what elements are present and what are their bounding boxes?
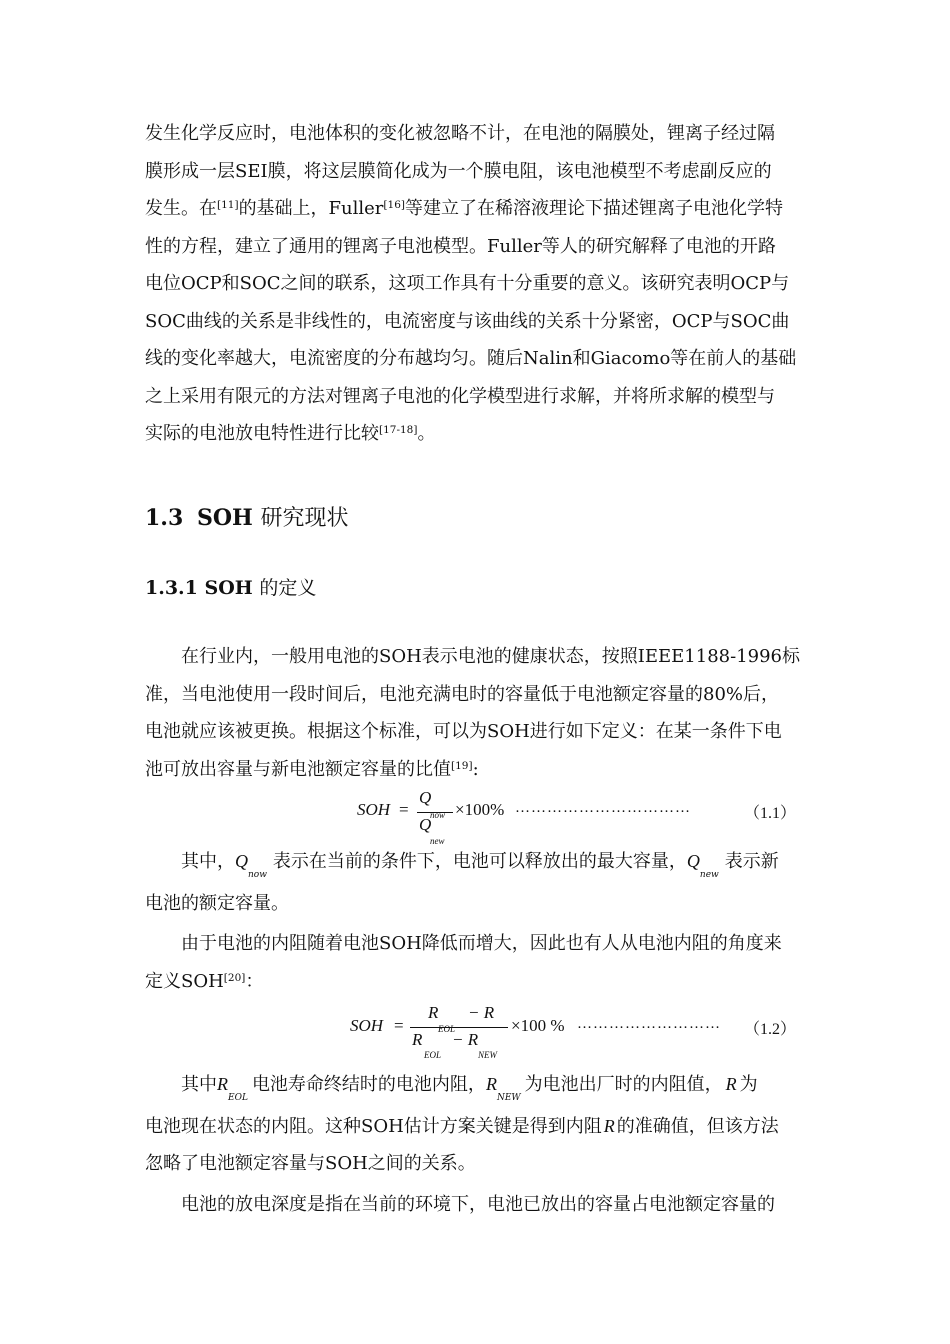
citation: [17-18] xyxy=(379,424,418,436)
eq-leader-dots: …………………………… xyxy=(515,800,691,816)
eq-equals: = xyxy=(394,1016,404,1035)
text-line: 由于电池的内阻随着电池SOH降低而增大，因此也有人从电池内阻的角度来 xyxy=(181,933,782,954)
eq-times: ×100% xyxy=(455,800,505,819)
text-line: 发生。在[11]的基础上，Fuller[16]等建立了在稀溶液理论下描述锂离子电池化学特 xyxy=(145,198,783,219)
subsection-heading xyxy=(145,574,316,602)
eq-times: ×100 % xyxy=(511,1016,565,1035)
subsection-number: 1.3.1 SOH xyxy=(145,577,253,599)
text-line: 忽略了电池额定容量与SOH之间的关系。 xyxy=(145,1153,476,1174)
eq-equals: = xyxy=(399,800,409,819)
text-line: 定义SOH[20]： xyxy=(145,970,264,992)
paragraph-depth-of-discharge xyxy=(145,1186,805,1224)
eq-lhs: SOH xyxy=(350,1016,384,1035)
eq-numerator-r: R xyxy=(428,1003,439,1022)
text-line: 发生化学反应时，电池体积的变化被忽略不计，在电池的隔膜处，锂离子经过隔 xyxy=(145,123,775,144)
section-title-cn: 研究现状 xyxy=(260,506,349,531)
eq-numerator-sub: EOL xyxy=(438,1024,456,1034)
paragraph-electrochemical-model xyxy=(145,115,805,453)
eq-denominator-minus-r: − R xyxy=(452,1030,479,1049)
eq-label: （1.2） xyxy=(744,1021,797,1038)
text-line: 其中$R_{EOL}$电池寿命终结时的电池内阻，$R_{NEW}$为电池出厂时的内阻值， R 为 xyxy=(181,1074,758,1103)
text-line: 之上采用有限元的方法对锂离子电池的化学模型进行求解，并将所求解的模型与 xyxy=(145,385,775,407)
text-line: 电位OCP和SOC之间的联系，这项工作具有十分重要的意义。该研究表明OCP与 xyxy=(145,273,790,294)
text-line: 其中，$Q_{now}$表示在当前的条件下，电池可以释放出的最大容量，$Q_{new}$表示新 xyxy=(181,851,779,880)
text-line: 电池的额定容量。 xyxy=(145,892,289,914)
eq-lhs: SOH xyxy=(357,800,391,819)
text-line: 线的变化率越大，电流密度的分布越均匀。随后Nalin和Giacomo等在前人的基础 xyxy=(145,348,797,369)
eq-numerator-minus-r: − R xyxy=(468,1003,495,1022)
eq-denominator-sub: EOL xyxy=(424,1050,442,1060)
text-line: 准，当电池使用一段时间后，电池充满电时的容量低于电池额定容量的80%后， xyxy=(145,683,780,705)
subsection-title-cn: 的定义 xyxy=(259,577,317,599)
citation: [11] xyxy=(217,199,239,211)
text-line: 性的方程，建立了通用的锂离子电池模型。Fuller等人的研究解释了电池的开路 xyxy=(145,235,776,257)
eq-denominator-sub: new xyxy=(430,836,445,846)
section-heading xyxy=(145,503,349,534)
text-line: 电池现在状态的内阻。这种SOH估计方案关键是得到内阻 R 的准确值，但该方法 xyxy=(145,1115,779,1137)
paragraph-internal-resistance xyxy=(145,925,805,1000)
eq-label: （1.1） xyxy=(744,805,797,822)
eq-denominator: Q xyxy=(419,815,432,834)
fraction-bar xyxy=(417,812,453,813)
citation: [20] xyxy=(223,971,246,984)
text-line: 池可放出容量与新电池额定容量的比值[19]: xyxy=(145,758,479,780)
eq-denominator-sub2: NEW xyxy=(478,1050,497,1060)
text-line: SOC曲线的关系是非线性的，电流密度与该曲线的关系十分紧密，OCP与SOC曲 xyxy=(145,310,790,332)
text-line: 膜形成一层SEI膜，将这层膜简化成为一个膜电阻，该电池模型不考虑副反应的 xyxy=(145,160,772,182)
eq-numerator: Q xyxy=(419,788,432,807)
text-line: 在行业内，一般用电池的SOH表示电池的健康状态，按照IEEE1188-1996标 xyxy=(181,646,801,667)
paragraph-soh-definition xyxy=(145,638,805,788)
eq-denominator-r: R xyxy=(412,1030,423,1049)
eq-leader-dots: ……………………… xyxy=(577,1016,721,1032)
section-title-en: SOH xyxy=(197,505,253,531)
fraction-bar xyxy=(410,1027,508,1028)
section-number: 1.3 xyxy=(145,505,184,531)
text-line: 实际的电池放电特性进行比较[17-18]。 xyxy=(145,423,436,444)
eq-numerator-sub: now xyxy=(430,810,446,820)
paragraph-q-explanation xyxy=(145,843,805,922)
text-line: 电池就应该被更换。根据这个标准，可以为SOH进行如下定义：在某一条件下电 xyxy=(145,721,782,742)
text-line: 电池的放电深度是指在当前的环境下，电池已放出的容量占电池额定容量的 xyxy=(181,1194,775,1215)
citation: [16] xyxy=(383,199,405,211)
paragraph-r-explanation xyxy=(145,1066,805,1183)
citation: [19] xyxy=(451,759,473,772)
